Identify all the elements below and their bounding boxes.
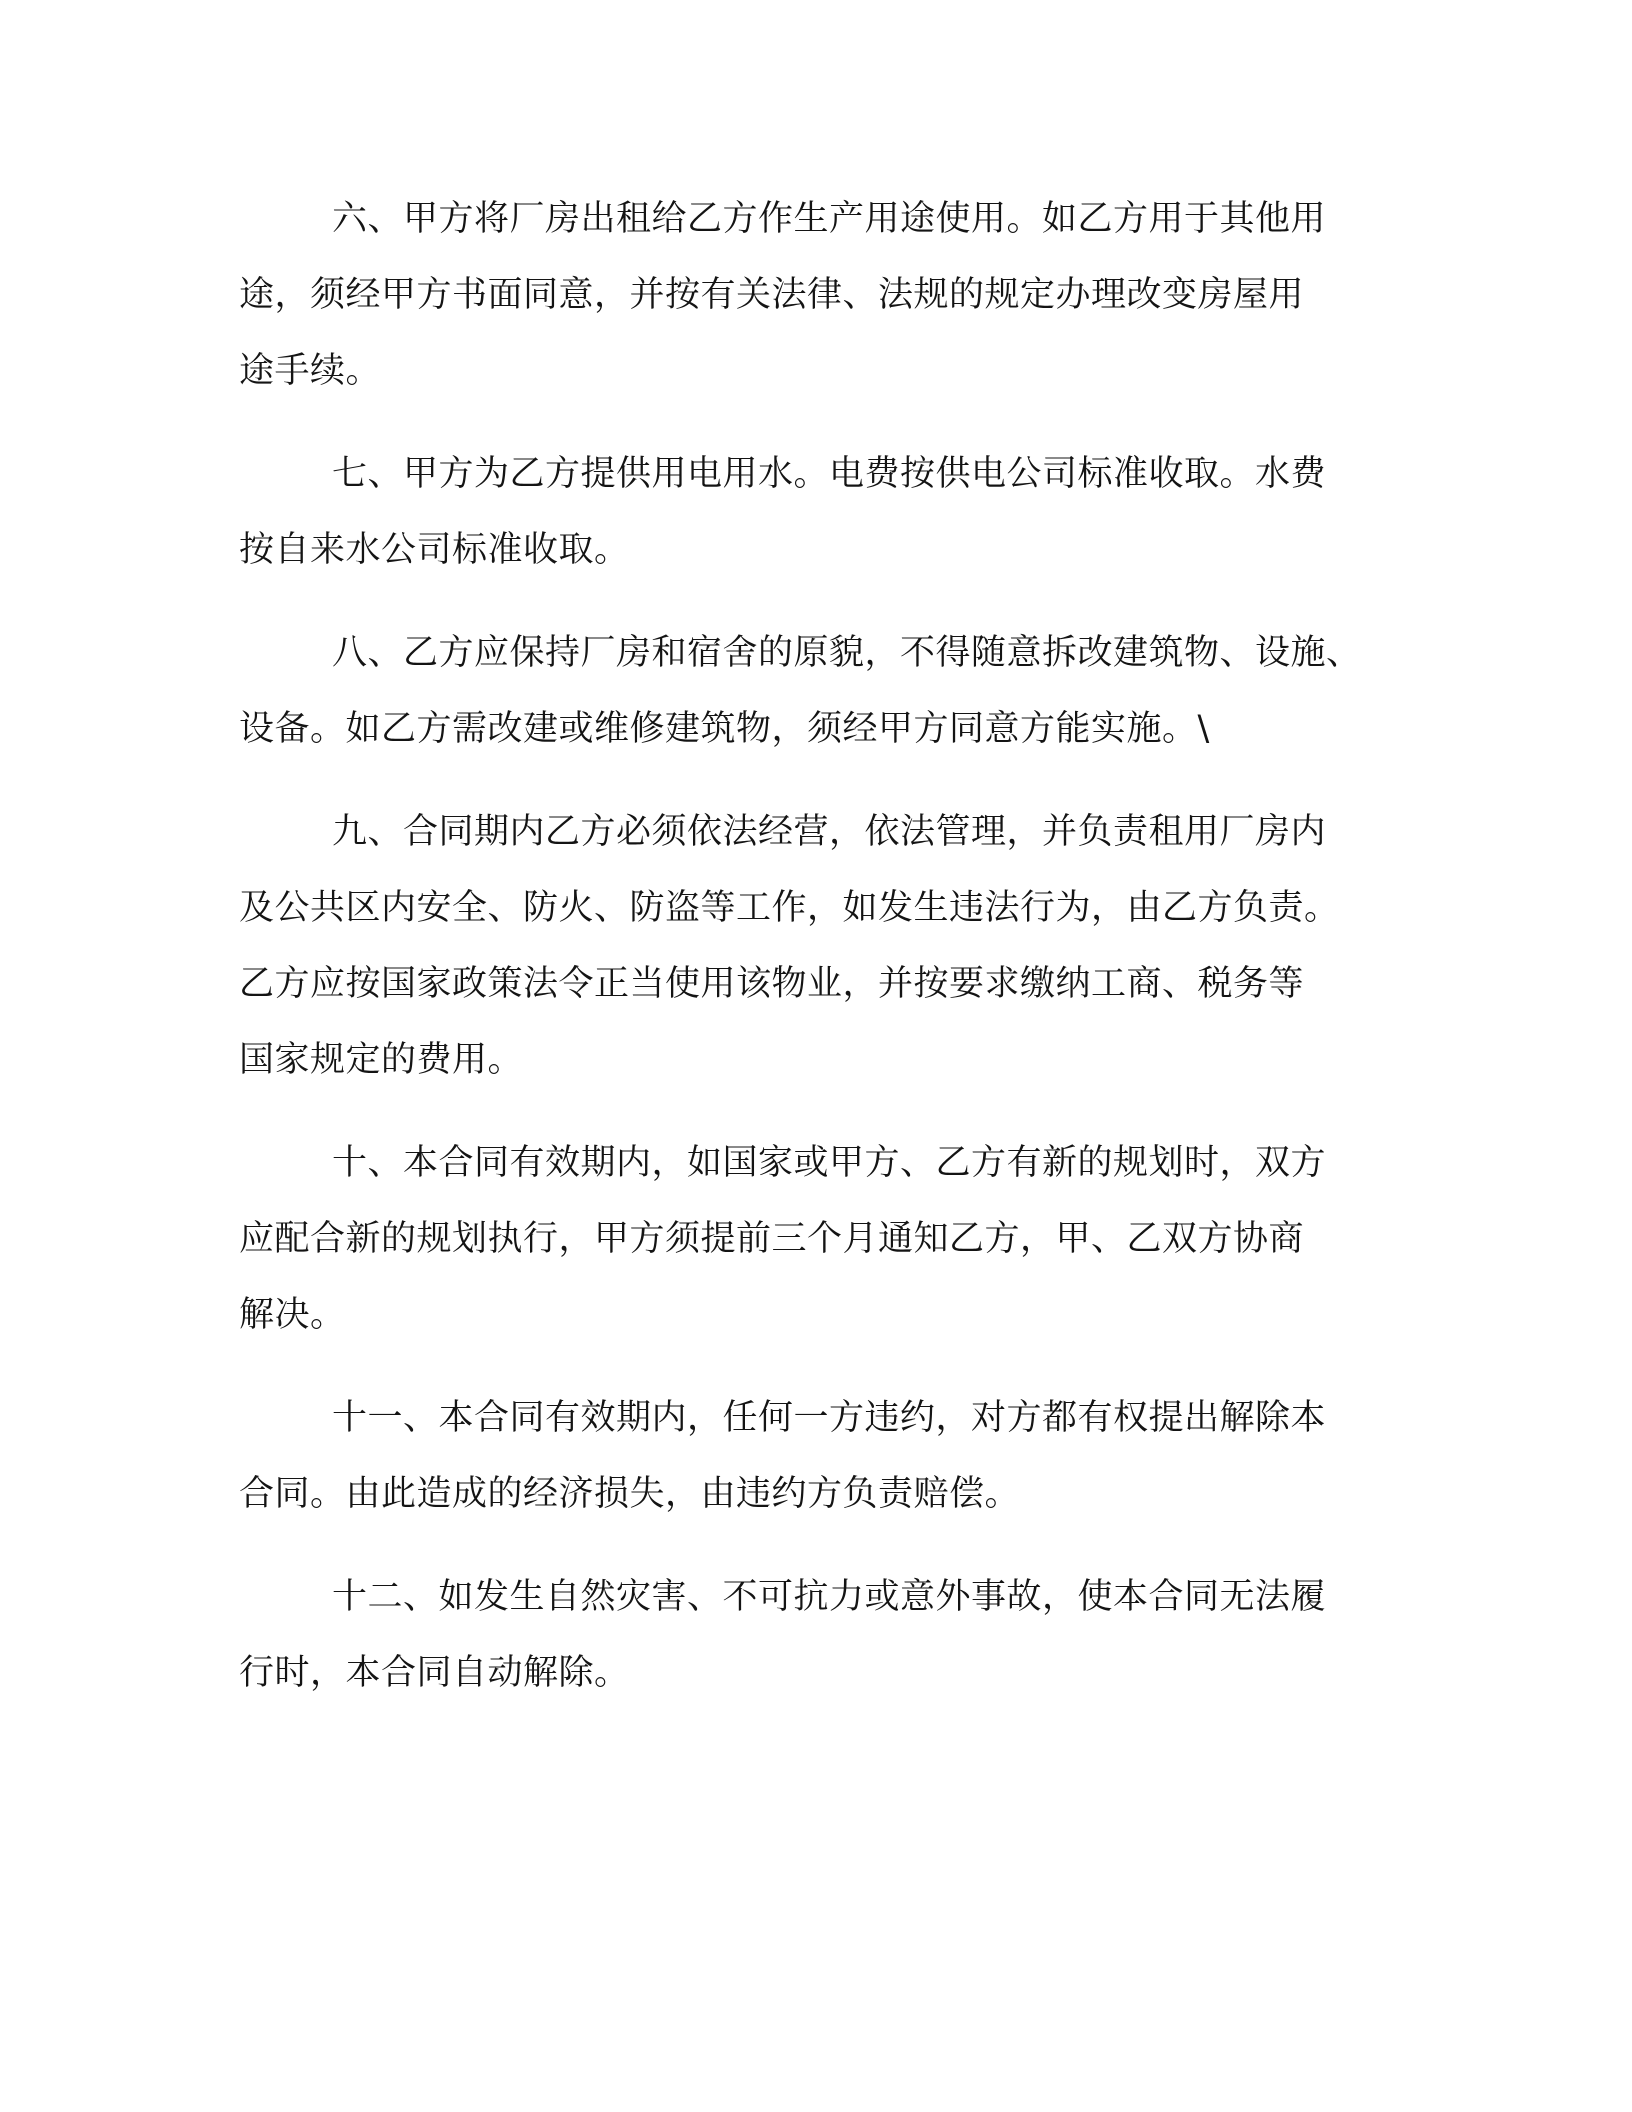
clause-line: 乙方应按国家政策法令正当使用该物业，并按要求缴纳工商、税务等 xyxy=(239,964,1305,1004)
clause-line: 十一、本合同有效期内，任何一方违约，对方都有权提出解除本 xyxy=(332,1398,1327,1438)
clause-line: 及公共区内安全、防火、防盗等工作，如发生违法行为，由乙方负责。 xyxy=(239,888,1340,928)
clause-line: 按自来水公司标准收取。 xyxy=(239,530,630,570)
clause-line: 八、乙方应保持厂房和宿舍的原貌，不得随意拆改建筑物、设施、 xyxy=(332,633,1362,673)
clause-line: 六、甲方将厂房出租给乙方作生产用途使用。如乙方用于其他用 xyxy=(332,199,1327,239)
clause-line: 应配合新的规划执行，甲方须提前三个月通知乙方，甲、乙双方协商 xyxy=(239,1219,1305,1259)
clause-line: 十二、如发生自然灾害、不可抗力或意外事故，使本合同无法履 xyxy=(332,1577,1327,1617)
clause-line: 解决。 xyxy=(239,1295,346,1335)
clause-line: 七、甲方为乙方提供用电用水。电费按供电公司标准收取。水费 xyxy=(332,454,1327,494)
clause-line: 途，须经甲方书面同意，并按有关法律、法规的规定办理改变房屋用 xyxy=(239,275,1305,315)
clause-line: 国家规定的费用。 xyxy=(239,1040,524,1080)
clause-line: 十、本合同有效期内，如国家或甲方、乙方有新的规划时，双方 xyxy=(332,1143,1327,1183)
clause-line: 九、合同期内乙方必须依法经营，依法管理，并负责租用厂房内 xyxy=(332,812,1327,852)
clause-line: 行时，本合同自动解除。 xyxy=(239,1653,630,1693)
clause-line: 合同。由此造成的经济损失，由违约方负责赔偿。 xyxy=(239,1474,1021,1514)
clause-line: 设备。如乙方需改建或维修建筑物，须经甲方同意方能实施。\ xyxy=(239,709,1210,749)
clause-line: 途手续。 xyxy=(239,351,382,391)
